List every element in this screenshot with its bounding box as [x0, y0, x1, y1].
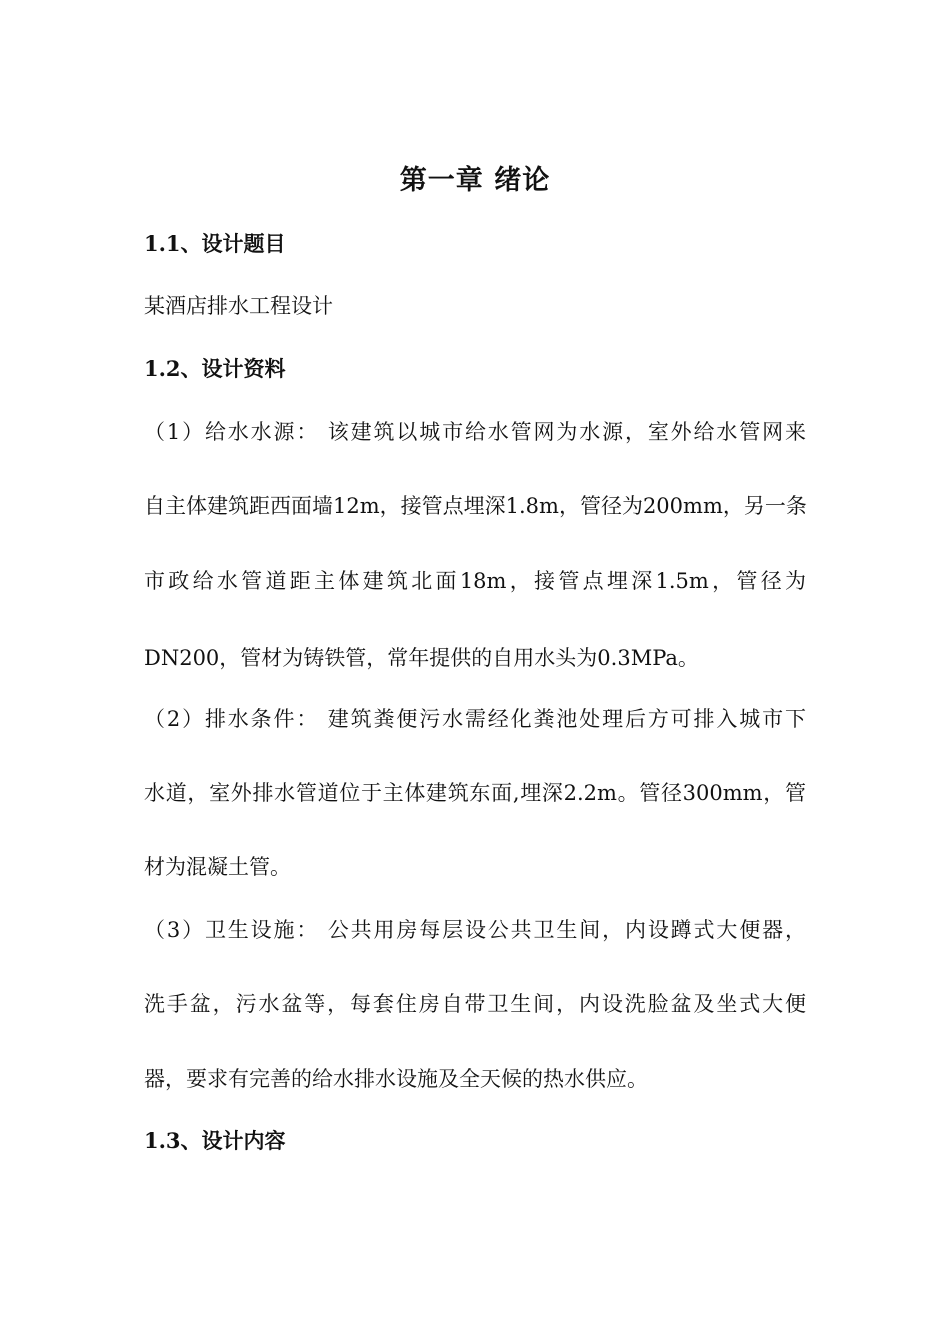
water-supply-line-3: 市政给水管道距主体建筑北面18m，接管点埋深1.5m，管径为 [144, 569, 806, 593]
sanitary-line-2: 洗手盆，污水盆等，每套住房自带卫生间，内设洗脸盆及坐式大便 [144, 992, 806, 1016]
sanitary-line-3: 器，要求有完善的给水排水设施及全天候的热水供应。 [144, 1067, 648, 1091]
section-heading-1-1: 1.1、设计题目 [144, 231, 286, 256]
section-heading-1-3: 1.3、设计内容 [144, 1128, 286, 1153]
design-topic-text: 某酒店排水工程设计 [144, 294, 333, 318]
water-supply-line-1: （1）给水水源： 该建筑以城市给水管网为水源，室外给水管网来 [144, 420, 806, 444]
water-supply-line-4: DN200，管材为铸铁管，常年提供的自用水头为0.3MPa。 [144, 646, 699, 670]
drainage-line-3: 材为混凝土管。 [144, 855, 291, 879]
drainage-line-1: （2）排水条件： 建筑粪便污水需经化粪池处理后方可排入城市下 [144, 707, 806, 731]
sanitary-line-1: （3）卫生设施： 公共用房每层设公共卫生间，内设蹲式大便器， [144, 918, 806, 942]
section-heading-1-2: 1.2、设计资料 [144, 356, 286, 381]
drainage-line-2: 水道，室外排水管道位于主体建筑东面,埋深2.2m。管径300mm，管 [144, 781, 806, 805]
chapter-title: 第一章 绪论 [399, 165, 551, 196]
water-supply-line-2: 自主体建筑距西面墙12m，接管点埋深1.8m，管径为200mm，另一条 [144, 494, 807, 518]
